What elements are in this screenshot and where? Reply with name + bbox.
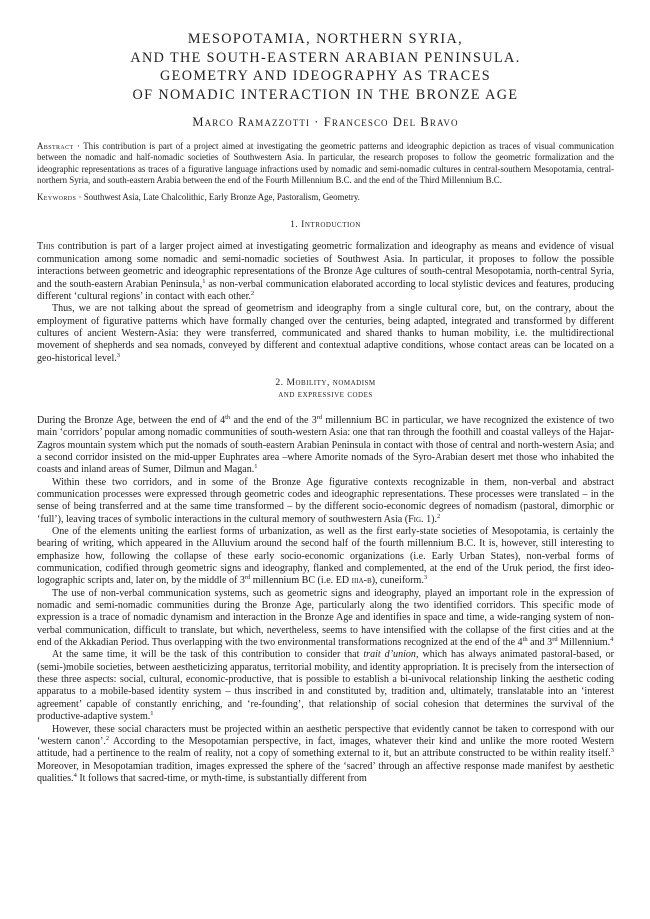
ordinal-suffix: rd <box>244 574 251 582</box>
lead-in-word: This <box>37 241 55 253</box>
author-separator: · <box>310 115 324 129</box>
paragraph <box>37 724 614 786</box>
figure-ref[interactable]: Fig. 1 <box>408 513 432 525</box>
abstract-text: This contribution is part of a project aimed at investigating the geometric patterns and ideographic depiction as traces of visual communication between the nomadic and half-nomadic societies of Southwestern Asia. In particular, the research proposes to follow the geometric formalization and the ideographic representations as traces of a figurative language infractions used by nomadic and semi-nomadic cultures in central-southern Mesopotamia, central-northern Syria, and south-eastern Arabia between the end of the Fourth Millennium B.C. and the end of the Third Millennium B.C. <box>37 141 614 185</box>
footnote-ref[interactable]: 4 <box>73 771 77 779</box>
article-title <box>37 30 614 104</box>
paragraph-text: millennium BC in particular, we have recognized the existence of two main ‘corridors’ popular among nomadic communities of south-western Asia: one that ran through the foothill and coastal valleys of the Hajar-Zagros mountain system which put the nomads of south-eastern Arabian Peninsula in contact with those of central and north-western Asia; and a second corridor insisted on the mid-upper Euphrates area –where Amorite nomads of the Syro-Arabian desert met those who inhabited the coasts and inland areas of Sumer, Dilmun and Magan. <box>37 414 615 476</box>
paragraph-text: as non-verbal communication elaborated according to local stylistic devices and features, producing different ‘cultural regions’ in contact with each other. <box>37 278 615 302</box>
paragraph-text: At the same time, it will be the task of this contribution to consider that <box>52 649 364 661</box>
footnote-ref[interactable]: 1 <box>202 277 206 285</box>
paragraph-text: and the end of the 3 <box>230 414 317 426</box>
paragraph <box>37 415 614 477</box>
paragraph-text: Thus, we are not talking about the spread of geometrism and ideography from a single cultural core, but, on the contrary, about the employment of figurative patterns which have formally changed over the centuries, being adapted, integrated and transformed by different cultures of ancient Western-Asia: they were transferred, communicated and shared thanks to human mobility, i.e. the multidirectional movement of shepherds and sea nomads, conveyed by different and contextual adaptive conditions, whose contact areas can be located on a geo-historical level. <box>37 303 614 364</box>
footnote-ref[interactable]: 1 <box>150 710 154 718</box>
paragraph <box>37 477 614 526</box>
abstract <box>37 141 614 186</box>
paragraph <box>37 241 614 303</box>
section-heading <box>37 219 614 231</box>
title-line: MESOPOTAMIA, NORTHERN SYRIA, <box>187 31 464 47</box>
abstract-separator: · <box>73 141 84 151</box>
section-1-body <box>37 241 614 364</box>
title-line: OF NOMADIC INTERACTION IN THE BRONZE AGE <box>132 86 519 103</box>
section-heading-line: and expressive codes <box>278 388 373 400</box>
section-2-body <box>37 415 614 785</box>
paragraph-text: During the Bronze Age, between the end of 4 <box>37 414 226 426</box>
footnote-ref[interactable]: 1 <box>254 463 258 471</box>
section-heading <box>37 377 614 401</box>
author-name: Francesco Del Bravo <box>323 115 459 129</box>
paragraph-text: Moreover, in Mesopotamian tradition, images expressed the sphere of the ‘sacred’ through an affective response made manifest by aesthetic qualities. <box>37 760 614 784</box>
footnote-ref[interactable]: 2 <box>105 734 110 742</box>
title-line: GEOMETRY AND IDEOGRAPHY AS TRACES <box>159 68 492 84</box>
abstract-label: Abstract <box>37 141 74 151</box>
footnote-ref[interactable]: 3 <box>116 351 121 359</box>
paragraph-text: , which has always animated pastoral-based, or (semi-)mobile societies, between aestheticizing apparatus, territorial mobility, and identity appropriation. It is precisely from the intersection of these three aspects: social, cultural, economic-productive, that is possible to establish a bi-univocal relationship linking the aesthetic coding apparatus to a mobile-based identity system – thus inscribed in and constituted by, tradition and, ultimately, translatable into an ‘interest agreement’ capable of constantly enriching, and ‘re-founding’, that relationship of social cohesion that determines the survival of the productive-adaptive system. <box>37 649 615 723</box>
paragraph-text: and 3 <box>527 637 553 649</box>
author-name: Marco Ramazzotti <box>192 115 311 129</box>
ordinal-suffix: th <box>522 636 528 644</box>
paragraph <box>37 526 614 588</box>
author-line <box>37 115 614 130</box>
paragraph-text: According to the Mesopotamian perspective, in fact, images, whatever their kind and unlike the more rooted Western attitude, had a pertinence to the realm of reality, not a copy of something external to it, but an attribute constructed to be within reality itself. <box>37 735 614 760</box>
ordinal-suffix: th <box>225 413 231 421</box>
keywords-label: Keywords <box>37 192 77 203</box>
footnote-ref[interactable]: 3 <box>610 747 614 755</box>
keywords <box>37 192 614 203</box>
section-heading-line: 2. Mobility, nomadism <box>275 376 376 388</box>
paragraph <box>37 649 614 723</box>
footnote-ref[interactable]: 3 <box>423 574 428 582</box>
paragraph <box>37 303 614 365</box>
paragraph-text: The use of non-verbal communication systems, such as geometric signs and ideography, played an important role in the expression of nomadic and semi-nomadic communities during the Bronze Age, particularly along the two identified corridors. This specific mode of expression is a trace of nomadic dynamism and interaction in the Bronze Age and identifies in space and time, a wide-ranging system of non-verbal communication, difficult to translate, but which, nevertheless, seems to have intensified with the collapse of the first cities and at the end of the Akkadian Period. Thus overlapping with the two environmental transformations recognized at the end of the 4 <box>37 587 614 649</box>
paragraph-text: ). <box>431 513 437 525</box>
paragraph-text: Within these two corridors, and in some of the Bronze Age figurative contexts recognizable in them, non-verbal and abstract communication processes were expressed through geometric codes and ideographic representations. These processes were translated – in the sense of being transferred and at the same time transformed – by the different socio-economic degrees of nomadism (pastoral, dimorphic or ‘full’), leaving traces of symbolic interactions in the cultural memory of southwestern Asia ( <box>37 476 614 525</box>
ordinal-suffix: rd <box>316 413 323 421</box>
paragraph-text: However, these social characters must be projected within an aesthetic perspective that evidently cannot be taken to correspond with our ‘western canon’. <box>37 723 614 747</box>
period-label: iiia-b <box>351 575 372 587</box>
paragraph-text: It follows that sacred-time, or myth-time, is substantially different from <box>76 772 367 784</box>
article-page <box>37 30 614 785</box>
ordinal-suffix: rd <box>552 636 558 644</box>
paragraph-text: One of the elements uniting the earliest forms of urbanization, as well as the first early-state societies of Mesopotamia, is certainly the bearing of writing, which appeared in the Alluvium around the second half of the fourth millennium B.C. It is, however, still interesting to emphasize how, following the collapse of these early socio-economic organizations (i.e. Early Urban States), non-verbal forms of communication, codified through geometric signs and ideography, flanked and complemented, at the end of the Uruk period, the first ideo-logographic scripts and, later on, by the middle of 3 <box>37 526 614 587</box>
paragraph-text: ), cuneiform. <box>371 575 424 587</box>
paragraph-text: Millennium. <box>557 637 611 649</box>
keywords-separator: · <box>76 192 84 203</box>
footnote-ref[interactable]: 2 <box>436 512 441 520</box>
italic-term: trait d’union <box>363 649 416 661</box>
footnote-ref[interactable]: 2 <box>250 289 255 297</box>
paragraph <box>37 588 614 650</box>
footnote-ref[interactable]: 4 <box>610 636 614 644</box>
paragraph-text: millennium BC (i.e. ED <box>250 575 352 587</box>
section-heading-line: 1. Introduction <box>290 219 361 231</box>
keywords-text: Southwest Asia, Late Chalcolithic, Early Bronze Age, Pastoralism, Geometry. <box>83 192 360 203</box>
title-line: AND THE SOUTH-EASTERN ARABIAN PENINSULA. <box>130 49 521 66</box>
paragraph-text: contribution is part of a larger project aimed at investigating geometric formalization and ideography as means and evidence of visual communication among some nomadic and semi-nomadic societies of Southwest Asia. In particular, it proposes to follow the possible interactions between geometric and ideographic representations of the Bronze Age cultures of south-central Mesopotamia, north-central Syria, and the south-eastern Arabian Peninsula, <box>37 241 614 290</box>
